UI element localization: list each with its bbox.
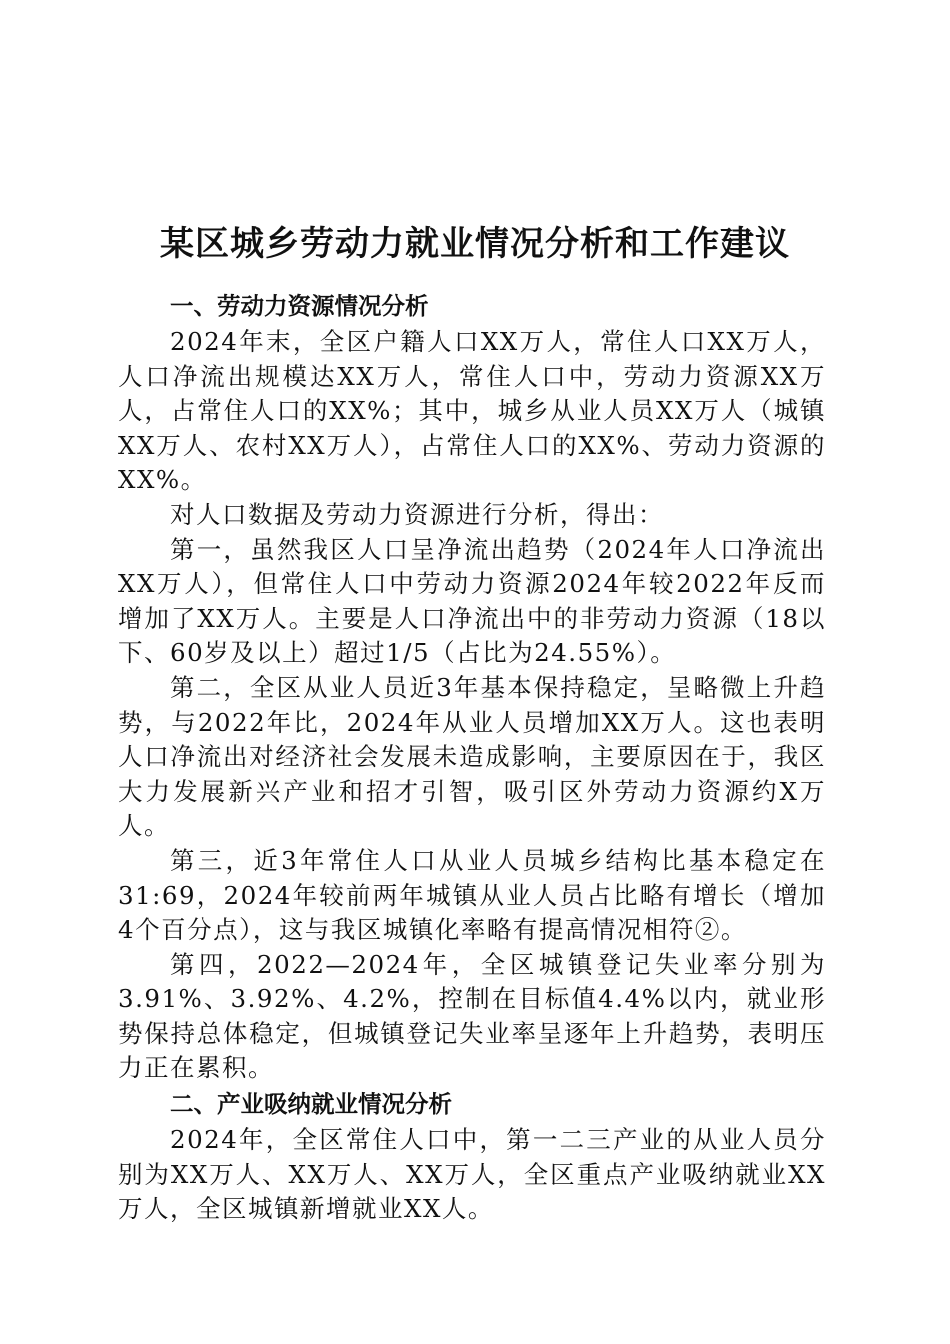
document-title: 某区城乡劳动力就业情况分析和工作建议 xyxy=(160,223,790,264)
paragraph: 第一，虽然我区人口呈净流出趋势（2024年人口净流出XX万人），但常住人口中劳动力资源2024年较2022年反而增加了XX万人。主要是人口净流出中的非劳动力资源（18以下、60岁及以上）超过1/5（占比为24.55%）。 xyxy=(118,534,826,668)
paragraph: 第二，全区从业人员近3年基本保持稳定，呈略微上升趋势，与2022年比，2024年从业人员增加XX万人。这也表明人口净流出对经济社会发展未造成影响，主要原因在于，我区大力发展新兴产业和招才引智，吸引区外劳动力资源约X万人。 xyxy=(118,672,826,841)
section-heading: 一、劳动力资源情况分析 xyxy=(170,292,429,320)
section-heading: 二、产业吸纳就业情况分析 xyxy=(170,1090,452,1119)
paragraph: 2024年，全区常住人口中，第一二三产业的从业人员分别为XX万人、XX万人、XX万人，全区重点产业吸纳就业XX万人，全区城镇新增就业XX人。 xyxy=(118,1125,826,1224)
paragraph: 第四，2022—2024年，全区城镇登记失业率分别为3.91%、3.92%、4.2%，控制在目标值4.4%以内，就业形势保持总体稳定，但城镇登记失业率呈逐年上升趋势，表明压力正在累积。 xyxy=(118,949,826,1083)
document-body xyxy=(118,288,826,1227)
paragraph: 第三，近3年常住人口从业人员城乡结构比基本稳定在31:69，2024年较前两年城镇从业人员占比略有增长（增加4个百分点），这与我区城镇化率略有提高情况相符②。 xyxy=(118,845,826,945)
paragraph: 2024年末，全区户籍人口XX万人，常住人口XX万人，人口净流出规模达XX万人，常住人口中，劳动力资源XX万人，占常住人口的XX%；其中，城乡从业人员XX万人（城镇XX万人、农村XX万人），占常住人口的XX%、劳动力资源的XX%。 xyxy=(118,327,826,495)
paragraph: 对人口数据及劳动力资源进行分析，得出： xyxy=(170,499,664,529)
